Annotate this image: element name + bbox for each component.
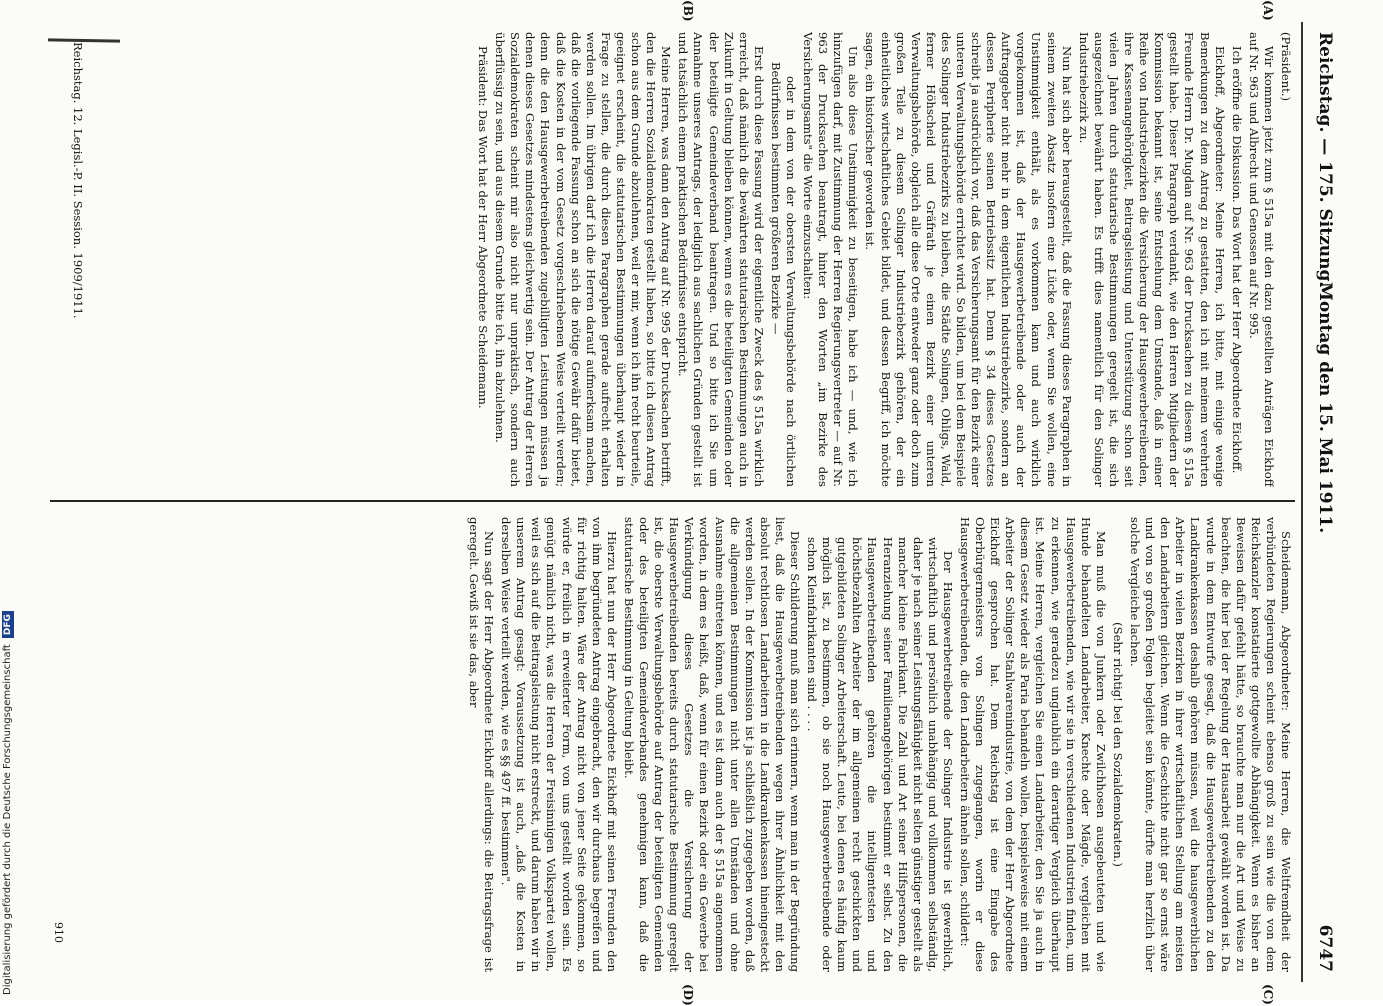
page-footer: Reichstag. 12. Legisl.-P. II. Session. 1909/1911. — [71, 42, 85, 319]
quoted-amendment: oder in dem von der obersten Verwaltungsbehörde nach örtlichen Bedürfnissen bestimmten größeren Bezirke — — [768, 62, 798, 487]
header-session: Reichstag. — 175. Sitzung. — [1315, 32, 1335, 288]
interjection: (Sehr richtig! bei den Sozialdemokraten.) — [1110, 622, 1125, 867]
header-page-number: 6747 — [1315, 924, 1335, 972]
president-remark: Präsident: Das Wort hat der Herr Abgeordnete Scheidemann. — [476, 46, 491, 409]
paragraph: Dieser Schilderung muß man sich erinnern, wenn man in der Begründung liest, daß die Hausgewerbetreibenden wegen ihrer Ähnlichkeit mit den absolut rechtlosen Landarbeitern in die Landkrankenkassen hineingesteckt werden sollen. In der Kommission ist ja schließlich zugegeben worden, daß die allgemeinen Bestimmungen nicht unter allen Umständen und ohne Ausnahme eintreten können, und es ist dann auch der § 515a angenommen worden, in dem es heißt, daß, wenn für einen Bezirk oder ein Gewerbe bei Verkündigung dieses Gesetzes die Versicherung der Hausgewerbetreibenden bereits durch statutarische Bestimmung geregelt ist, die oberste Verwaltungsbehörde auf Antrag der beteiligten Gemeinden oder des beteiligten Gemeindeverbandes genehmigen kann, daß die statutarische Bestimmung in Geltung bleibt. — [621, 517, 802, 972]
paragraph: Nun sagt der Herr Abgeordnete Eickhoff allerdings: die Beitragsfrage ist geregelt. Gewiß ist sie das, aber — [467, 517, 497, 972]
paragraph: Man muß die von Junkern oder Zwilchhosen ausgebeuteten und wie Hunde behandelten Landarbeiter, Knechte oder Mägde, vergleichen mit Hausgewerbetreibenden, wie wir sie in verschiedenen Industrien finden, um zu erkennen, wie geradezu unglaublich ein derartiger Vergleich überhaupt ist. Meine Herren, vergleichen Sie einen Landarbeiter, den Sie ja auch in diesem Gesetz wieder als Paria behandeln wollen, beispielsweise mit einem Arbeiter der Solinger Stahlwarenindustrie, von dem der Herr Abgeordnete Eickhoff gesprochen hat. Dem Reichstag ist eine Eingabe des Oberbürgermeisters von Solingen zugegangen, worin er diese Hausgewerbetreibenden, die den Landarbeitern ähneln sollen, schildert: — [958, 517, 1108, 972]
speech-scheidemann: Scheidemann, Abgeordneter: Meine Herren, die Weltfremdheit der verbündeten Regierungen scheint ebenso groß zu sein wie die von dem Reichskanzler konstatierte gottgewollte Abhängigkeit. Wenn es bisher an Beweisen dafür gefehlt hätte, so brauchte man nur die Art und Weise zu beachten, die hier bei der Regelung der Hausarbeit gewählt worden ist. Da wurde in dem Entwurfe gesagt, daß die Hausgewerbetreibenden zu den Landkrankenkassen deshalb gehören müssen, weil die hausgewerblichen Arbeiter in vielen Bezirken in ihrer wirtschaftlichen Stellung am meisten den Landarbeitern gleichen. Wenn die Geschichte nicht gar so ernst wäre und von so großen Folgen begleitet sein könnte, dürfte man herzlich über solche Vergleiche lachen. — [1128, 517, 1293, 972]
footer-page-number: 910 — [52, 922, 65, 943]
paragraph: (Präsident.) — [1279, 32, 1293, 102]
paragraph: Wir kommen jetzt zum § 515a mit den dazu gestellten Anträgen Eickhoff auf Nr. 963 und Albrecht und Genossen auf Nr. 995. — [1246, 32, 1276, 487]
paragraph: Um also diese Unstimmigkeit zu beseitigen, habe ich — und, wie ich hinzufügen darf, mit Zustimmung der Herren Regierungsvertreter — auf Nr. 963 der Drucksachen beantragt, hinter den Worten „im Bezirke des Versicherungsamts" die Worte einzuschalten: — [801, 32, 861, 487]
rotated-page — [45, 0, 1335, 1006]
margin-marker-b: (B) — [681, 0, 695, 22]
margin-marker-a: (A) — [1261, 0, 1275, 21]
column-divider — [50, 500, 1295, 502]
paragraph: Ich eröffne die Diskussion. Das Wort hat der Herr Abgeordnete Eickhoff. — [1229, 46, 1244, 474]
dfg-logo: DFG — [2, 611, 14, 638]
paragraph: Nun hat sich aber herausgestellt, daß die Fassung dieses Paragraphen in seinem zweiten Absatz insofern eine Lücke oder, wenn Sie wollen, eine Unstimmigkeit enthält, als es vorkommen kann und auch wirklich vorgekommen ist, daß der Hausgewerbetreibende oder auch der Auftraggeber nicht mehr in dem eigentlichen Industriebezirke, sondern an dessen Peripherie seinen Betriebssitz hat. Denn § 34 dieses Gesetzes schreibt ja ausdrücklich vor, daß das Versicherungsamt für den Bezirk einer unteren Verwaltungsbehörde errichtet wird. So bilden, um bei dem Beispiele des Solinger Industriebezirks zu bleiben, die Städte Solingen, Ohligs, Wald, ferner Höhscheid und Gräfrath je einen Bezirk einer unteren Verwaltungsbehörde, obgleich alle diese Orte entweder ganz oder doch zum großen Teile zu diesem Solinger Industriebezirk gehören, der ein einheitliches wirtschaftliches Gebiet bildet, und dessen Begriff, ich möchte sagen, ein historischer geworden ist. — [863, 32, 1074, 487]
dfg-credit — [2, 611, 14, 995]
paragraph: Hierzu hat nun der Herr Abgeordnete Eickhoff mit seinen Freunden den von ihm begründeten Antrag eingebracht, den wir durchaus begreifen und für richtig halten. Wäre der Antrag nicht von jener Seite gekommen, so würde er, freilich in erweiterter Form, von uns gestellt worden sein. Es genügt nämlich nicht, was die Herren der Freisinnigen Volkspartei wollen, weil es sich auf die Beitragsleistung nicht erstreckt, und darum haben wir in unserem Antrag gesagt: Voraussetzung ist auch, „daß die Kosten in derselben Weise verteilt werden, wie es §§ 497 ff. bestimmen". — [499, 517, 619, 972]
margin-marker-d: (D) — [681, 984, 695, 1006]
right-column — [93, 517, 1293, 972]
paragraph: Erst durch diese Fassung wird der eigentliche Zweck des § 515a wirklich erreicht, daß nämlich die bewährten statutarischen Bestimmungen auch in Zukunft in Geltung bleiben können, wenn es die beteiligten Gemeinden oder der beteiligte Gemeindeverband beantragen. Und so bitte ich Sie um Annahme unseres Antrags, der lediglich aus sachlichen Gründen gestellt ist und tatsächlich einem praktischen Bedürfnisse entspricht. — [676, 32, 766, 487]
header-rule — [1301, 22, 1303, 982]
margin-marker-c: (C) — [1261, 984, 1275, 1005]
speech-eickhoff: Eickhoff, Abgeordneter: Meine Herren, ich bitte, mit einige wenige Bemerkungen zu dem Antrag zu gestatten, den ich mit meinem verehrten Freunde Herrn Dr. Mugdan auf Nr. 963 der Drucksachen zu diesem § 515a gestellt habe. Dieser Paragraph verdankt, wie den Herren Mitgliedern der Kommission bekannt ist, seine Entstehung dem Umstande, daß in einer Reihe von Industriebezirken die Versicherung der Hausgewerbetreibenden, ihre Kassenangehörigkeit, Beitragsleistung und Unterstützung schon seit vielen Jahren durch statutarische Bestimmungen geregelt ist, die sich ausgezeichnet bewährt haben. Es trifft dies namentlich für den Solinger Industriebezirk zu. — [1076, 32, 1227, 487]
paragraph: Meine Herren, was dann den Antrag auf Nr. 995 der Drucksachen betrifft, den die Herren Sozialdemokraten gestellt haben, so bitte ich diesen Antrag schon aus dem Grunde abzulehnen, weil er mir, wenn ich ihn recht beurteile, geeignet erscheint, die statutarischen Bestimmungen überhaupt wieder in Frage zu stellen, die durch diesen Paragraphen gerade aufrecht erhalten werden sollen. Im übrigen darf ich die Herren darauf aufmerksam machen, daß die vorliegende Fassung schon an sich die nötige Gewähr dafür bietet, daß die Kosten in der vom Gesetz vorgeschriebenen Weise verteilt werden; denn die den Hausgewerbetreibenden zugebilligten Leistungen müssen ja denen dieses Gesetzes mindestens gleichwertig sein. Der Antrag der Herren Sozialdemokraten scheint mir also nicht nur unpraktisch, sondern auch überflüssig zu sein, und aus diesem Grunde bitte ich, ihn abzulehnen. — [493, 32, 674, 487]
dfg-credit-text: Digitalisierung gefördert durch die Deutsche Forschungsgemeinschaft — [2, 644, 13, 995]
quoted-petition: Der Hausgewerbetreibende der Solinger Industrie ist gewerblich, wirtschaftlich und persönlich unabhängig und vollkommen selbständig, daher je nach seiner Leistungsfähigkeit nicht selten günstiger gestellt als mancher kleine Fabrikant. Die Zahl und Art seiner Hilfspersonen, die Heranziehung seiner Familienangehörigen bestimmt er selbst. Zu den Hausgewerbetreibenden gehören die intelligentesten und höchstbezahlten Arbeiter der im allgemeinen recht geschickten und gutgebildeten Solinger Arbeiterschaft. Leute, bei denen es häufig kaum möglich ist, zu bestimmen, ob sie noch Hausgewerbetreibende oder schon Kleinfabrikanten sind . . . . — [805, 537, 955, 972]
page-header — [1307, 22, 1335, 982]
header-date: Montag den 15. Mai 1911. — [1315, 282, 1335, 534]
left-column — [93, 32, 1293, 487]
